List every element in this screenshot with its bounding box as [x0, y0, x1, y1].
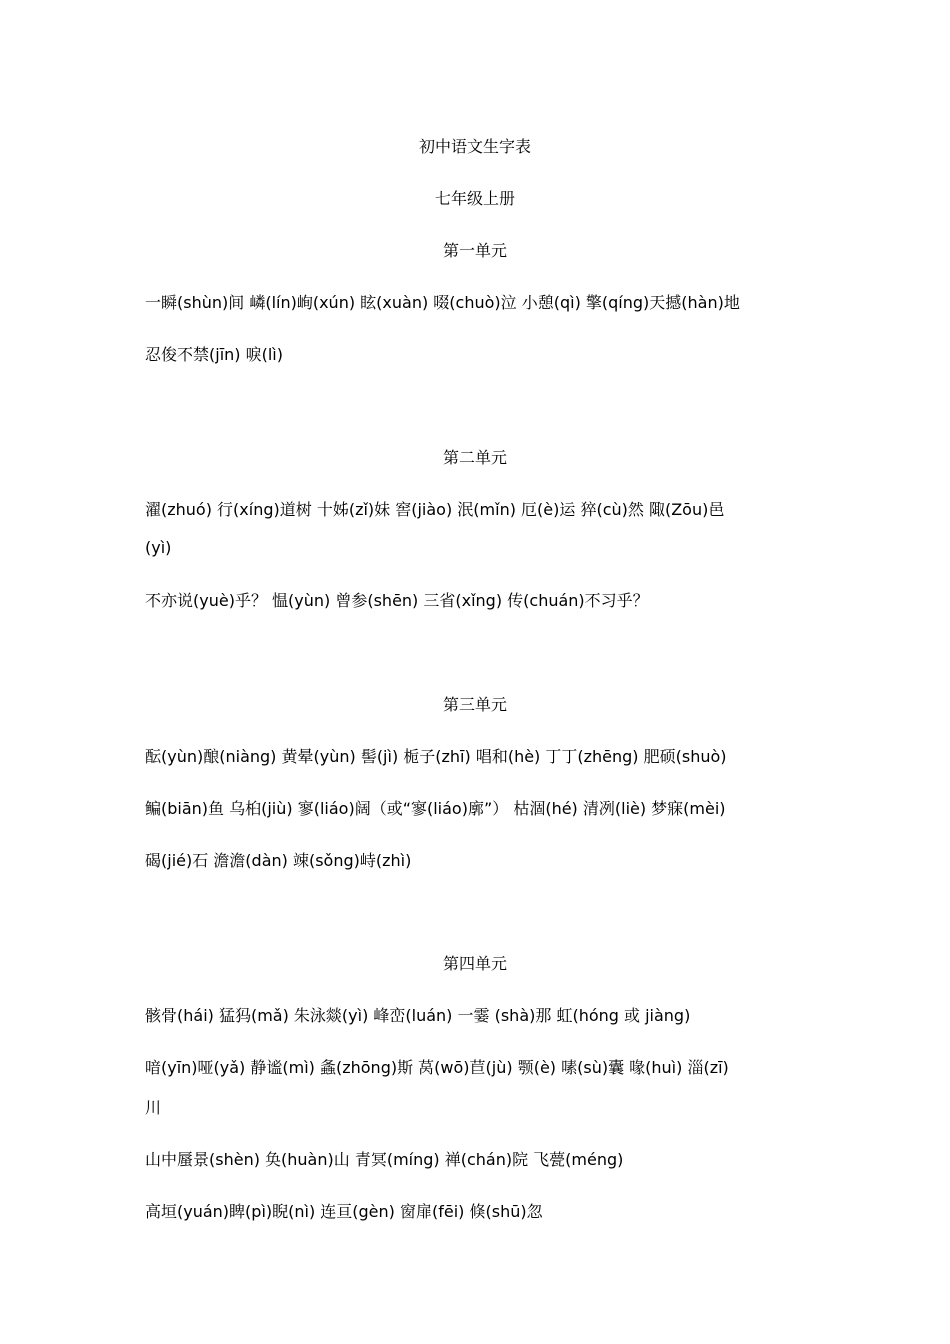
document-title: 初中语文生字表 — [418, 137, 531, 156]
unit-heading: 第二单元 — [442, 448, 507, 467]
vocab-line: 不亦说(yuè)乎？ 愠(yùn) 曾参(shēn) 三省(xǐng) 传(chuán)不习乎？ — [145, 591, 649, 610]
vocab-line: 濯(zhuó) 行(xíng)道树 十姊(zǐ)妹 窖(jiào) 泯(mǐn) 厄(è)运 猝(cù)然 陬(Zōu)邑 — [145, 500, 725, 519]
vocab-line: 山中蜃景(shèn) 奂(huàn)山 青冥(míng) 禅(chán)院 飞甍(méng) — [145, 1150, 624, 1169]
vocab-line: 高垣(yuán)睥(pì)睨(nì) 连亘(gèn) 窗扉(fēi) 倏(shū)忽 — [145, 1202, 543, 1221]
vocab-line: 喑(yīn)哑(yǎ) 静谧(mì) 螽(zhōng)斯 莴(wō)苣(jù) 颚(è) 嗉(sù)囊 喙(huì) 淄(zī) — [145, 1058, 729, 1077]
vocab-line: 一瞬(shùn)间 嶙(lín)峋(xún) 眩(xuàn) 啜(chuò)泣 小憩(qì) 擎(qíng)天撼(hàn)地 — [145, 293, 740, 312]
vocab-line: 川 — [145, 1098, 162, 1117]
unit-heading: 第一单元 — [442, 241, 507, 260]
unit-heading: 第三单元 — [442, 695, 507, 714]
unit-heading: 第四单元 — [442, 954, 507, 973]
grade-title: 七年级上册 — [434, 189, 515, 208]
vocab-line: 骸骨(hái) 猛犸(mǎ) 朱泳燚(yì) 峰峦(luán) 一霎 (shà)那 虹(hóng 或 jiàng) — [145, 1006, 691, 1025]
vocab-line: (yì) — [145, 538, 172, 557]
vocab-line: 鳊(biān)鱼 乌桕(jiù) 寥(liáo)阔（或“寥(liáo)廓”） 枯涸(hé) 清冽(liè) 梦寐(mèi) — [145, 799, 726, 818]
vocab-line: 碣(jié)石 澹澹(dàn) 竦(sǒng)峙(zhì) — [145, 851, 412, 870]
vocab-line: 酝(yùn)酿(niàng) 黄晕(yùn) 髻(jì) 栀子(zhī) 唱和(hè) 丁丁(zhēng) 肥硕(shuò) — [145, 747, 727, 766]
vocab-line: 忍俊不禁(jīn) 唳(lì) — [145, 345, 283, 364]
